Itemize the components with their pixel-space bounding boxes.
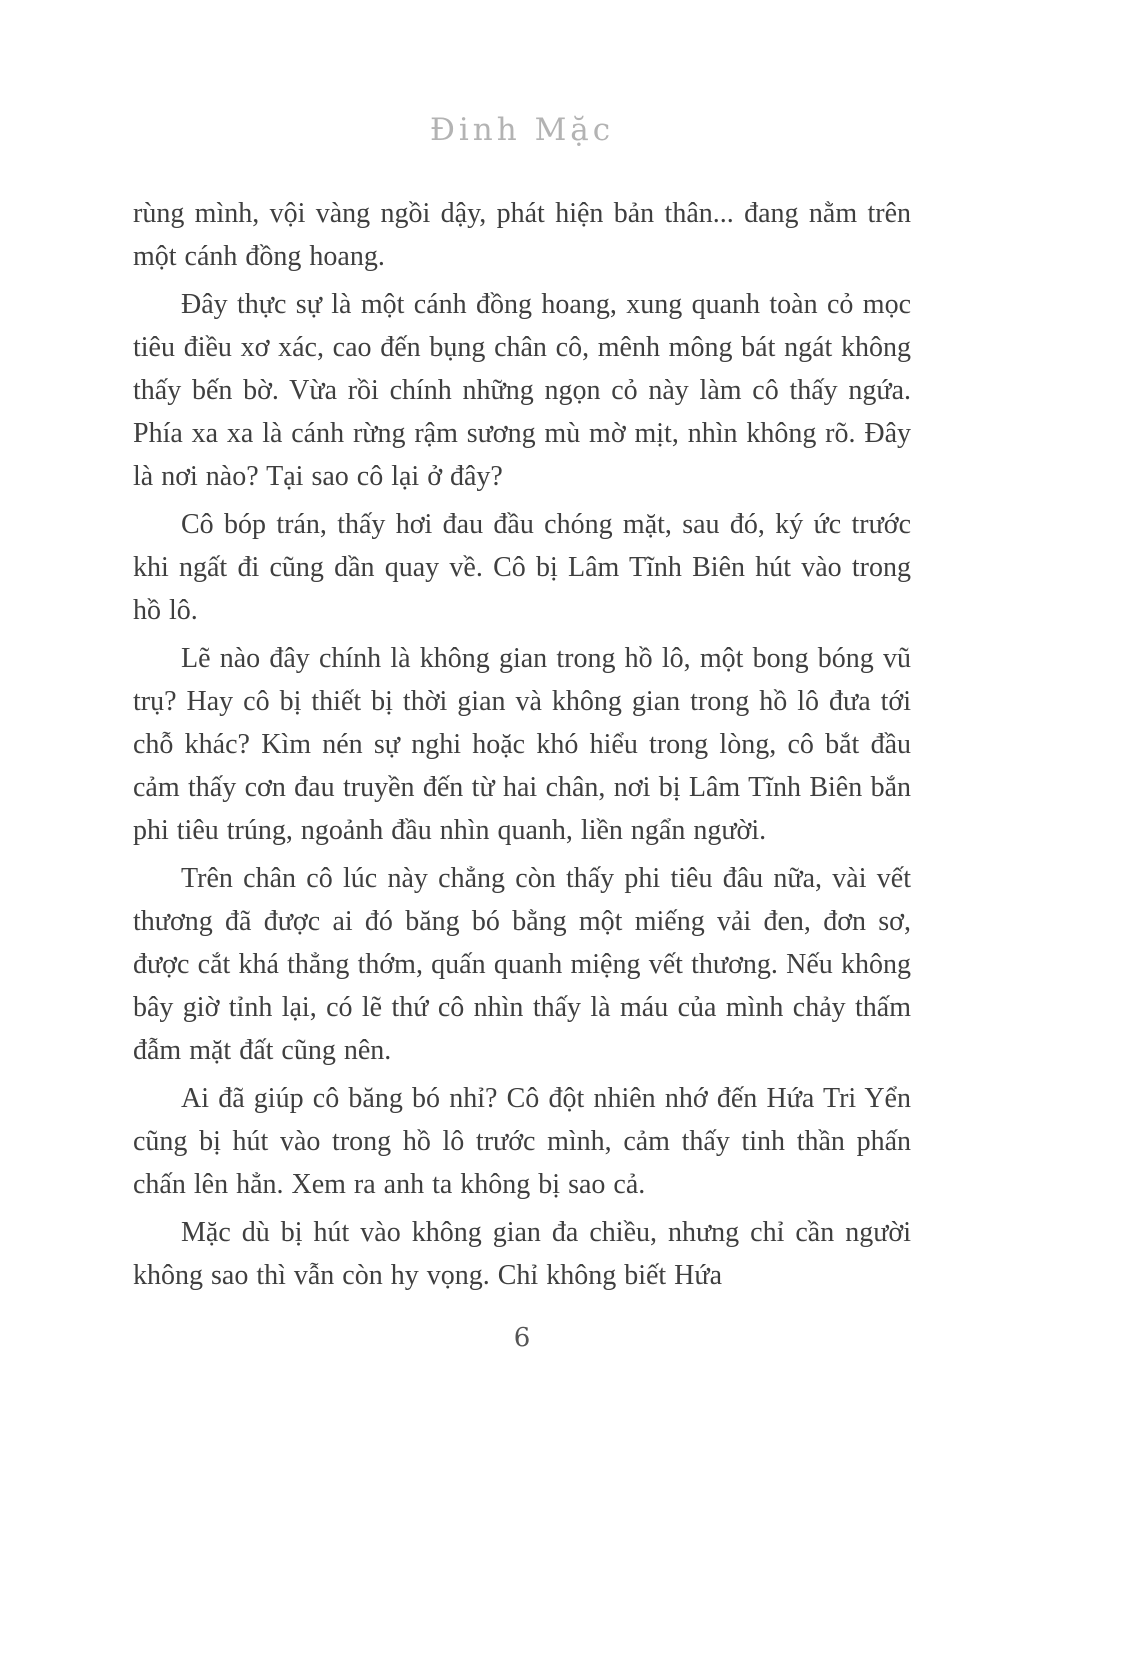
paragraph: Cô bóp trán, thấy hơi đau đầu chóng mặt, sau đó, ký ức trước khi ngất đi cũng dần quay về. Cô bị Lâm Tĩnh Biên hút vào trong hồ lô. [133,509,911,626]
paragraph: Đây thực sự là một cánh đồng hoang, xung quanh toàn cỏ mọc tiêu điều xơ xác, cao đến bụng chân cô, mênh mông bát ngát không thấy bến bờ. Vừa rồi chính những ngọn cỏ này làm cô thấy ngứa. Phía xa xa là cánh rừng rậm sương mù mờ mịt, nhìn không rõ. Đây là nơi nào? Tại sao cô lại ở đây? [133,289,911,492]
paragraph: Ai đã giúp cô băng bó nhỉ? Cô đột nhiên nhớ đến Hứa Tri Yển cũng bị hút vào trong hồ lô trước mình, cảm thấy tinh thần phấn chấn lên hẳn. Xem ra anh ta không bị sao cả. [133,1083,911,1200]
paragraph: Lẽ nào đây chính là không gian trong hồ lô, một bong bóng vũ trụ? Hay cô bị thiết bị thời gian và không gian trong hồ lô đưa tới chỗ khác? Kìm nén sự nghi hoặc khó hiểu trong lòng, cô bắt đầu cảm thấy cơn đau truyền đến từ hai chân, nơi bị Lâm Tĩnh Biên bắn phi tiêu trúng, ngoảnh đầu nhìn quanh, liền ngẩn người. [133,643,911,846]
paragraph: Mặc dù bị hút vào không gian đa chiều, nhưng chỉ cần người không sao thì vẫn còn hy vọng. Chỉ không biết Hứa [133,1217,911,1291]
page-number: 6 [513,1323,531,1353]
paragraph: Trên chân cô lúc này chẳng còn thấy phi tiêu đâu nữa, vài vết thương đã được ai đó băng bó bằng một miếng vải đen, đơn sơ, được cắt khá thẳng thớm, quấn quanh miệng vết thương. Nếu không bây giờ tỉnh lại, có lẽ thứ cô nhìn thấy là máu của mình chảy thấm đẫm mặt đất cũng nên. [133,863,911,1066]
page-body [133,192,911,1297]
paragraph: rùng mình, vội vàng ngồi dậy, phát hiện bản thân... đang nằm trên một cánh đồng hoang. [133,198,911,272]
running-header: Đinh Mặc [429,112,615,148]
